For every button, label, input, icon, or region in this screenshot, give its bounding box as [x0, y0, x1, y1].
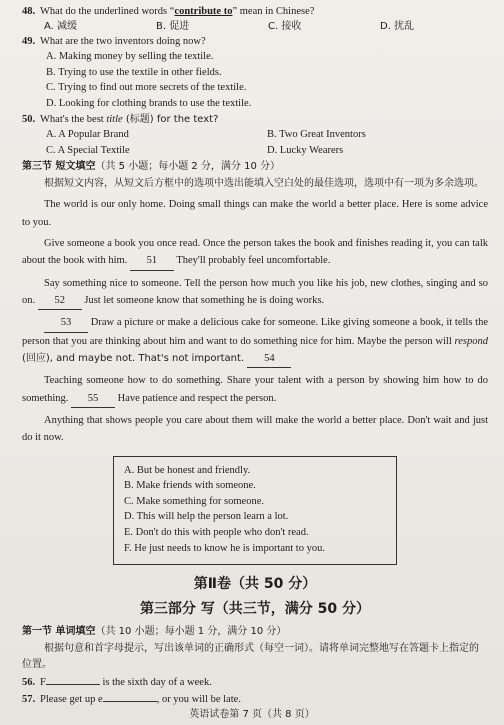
underlined-words: contribute to — [174, 6, 233, 17]
section-heading — [22, 626, 488, 638]
question-stem: What are the two inventors doing now? — [40, 35, 206, 47]
option-d: D. Looking for clothing brands to use the textile. — [46, 97, 252, 109]
section-title: 第三节 短文填空 — [22, 161, 96, 173]
question-stem: What's the best title (标题) for the text? — [40, 113, 219, 125]
part-title: 第三部分 写（共三节，满分 50 分） — [139, 600, 371, 617]
passage-paragraph-4: 53 Draw a picture or make a delicious cake for someone. Like giving someone a book, it tells the person that you are thinking about him and want to do something nice for him. Maybe the person will respond (回应), and maybe not. That's not important. 54 — [22, 314, 488, 368]
option-a: A. 减缓 — [44, 20, 78, 32]
option-c: C. A Special Textile — [46, 144, 130, 156]
question-stem: What do the underlined words “contribute to” mean in Chinese? — [40, 6, 315, 17]
section-instruction: 根据句意和首字母提示，写出该单词的正确形式（每空一词）。请将单词完整地写在答题卡上指定的位置。 — [22, 642, 479, 670]
section-description: （共 5 小题；每小题 2 分，满分 10 分） — [95, 161, 281, 173]
blank-54: 54 — [247, 350, 291, 368]
answer-blank[interactable] — [103, 701, 157, 702]
option-c: C. 接收 — [268, 20, 302, 32]
option-d: D. Lucky Wearers — [267, 144, 344, 156]
options-box — [113, 456, 397, 566]
question-number: 56. — [22, 676, 36, 688]
question-50 — [22, 114, 488, 158]
box-option-d: D. This will help the person learn a lot. — [124, 511, 289, 523]
box-option-f: F. He just needs to know he is important to you. — [124, 542, 325, 554]
question-stem: Please get up e , or you will be late. — [40, 694, 241, 706]
option-d: D. 扰乱 — [380, 20, 415, 32]
section-instruction: 根据短文内容，从短文后方框中的选项中选出能填入空白处的最佳选项，选项中有一项为多余选项。 — [44, 178, 484, 190]
question-56 — [22, 677, 488, 690]
question-57 — [22, 694, 488, 707]
option-c: C. Trying to find out more secrets of the textile. — [46, 82, 247, 94]
passage-paragraph-6: Anything that shows people you care about them will make the world a better place. Don't wait and just do it now. — [22, 414, 488, 444]
box-option-b: B. Make friends with someone. — [124, 480, 256, 492]
option-b: B. Trying to use the textile in other fields. — [46, 66, 222, 78]
option-a: A. A Popular Brand — [46, 129, 129, 141]
question-49 — [22, 36, 488, 111]
section-heading — [22, 161, 488, 173]
section-description: （共 10 小题；每小题 1 分，满分 10 分） — [95, 625, 287, 637]
section-title: 第一节 单词填空 — [22, 625, 96, 637]
options-grid — [22, 129, 488, 157]
options-list — [22, 51, 488, 110]
blank-53: 53 — [44, 314, 88, 332]
options-row — [22, 21, 488, 33]
passage-paragraph-2: Give someone a book you once read. Once the person takes the book and finishes reading it, you can talk about the book with him. 51 They'll probably feel uncomfortable. — [22, 235, 488, 271]
question-number: 49. — [22, 35, 36, 47]
box-option-a: A. But be honest and friendly. — [124, 464, 251, 476]
question-number: 48. — [22, 6, 36, 17]
box-option-c: C. Make something for someone. — [124, 495, 264, 507]
question-number: 50. — [22, 113, 36, 125]
question-48 — [22, 6, 488, 33]
page-footer: 英语试卷第 7 页（共 8 页） — [189, 709, 315, 720]
option-a: A. Making money by selling the textile. — [46, 51, 214, 63]
volume-title: 第Ⅱ卷（共 50 分） — [193, 576, 317, 593]
blank-52: 52 — [38, 292, 82, 310]
question-stem: F is the sixth day of a week. — [40, 676, 212, 688]
option-b: B. 促进 — [156, 20, 190, 32]
blank-51: 51 — [130, 252, 174, 270]
question-number: 57. — [22, 694, 36, 706]
option-b: B. Two Great Inventors — [267, 129, 366, 141]
box-option-e: E. Don't do this with people who don't read. — [124, 526, 309, 538]
passage-paragraph-3: Say something nice to someone. Tell the person how much you like his job, new clothes, singing and so on. 52 Just let someone know that something he is doing works. — [22, 275, 488, 311]
answer-blank[interactable] — [46, 684, 100, 685]
passage-paragraph-1: The world is our only home. Doing small things can make the world a better place. Here is some advice to you. — [22, 199, 488, 228]
passage-paragraph-5: Teaching someone how to do something. Share your talent with a person by showing him how to do something. 55 Have patience and respect the person. — [22, 372, 488, 408]
blank-55: 55 — [71, 390, 115, 408]
